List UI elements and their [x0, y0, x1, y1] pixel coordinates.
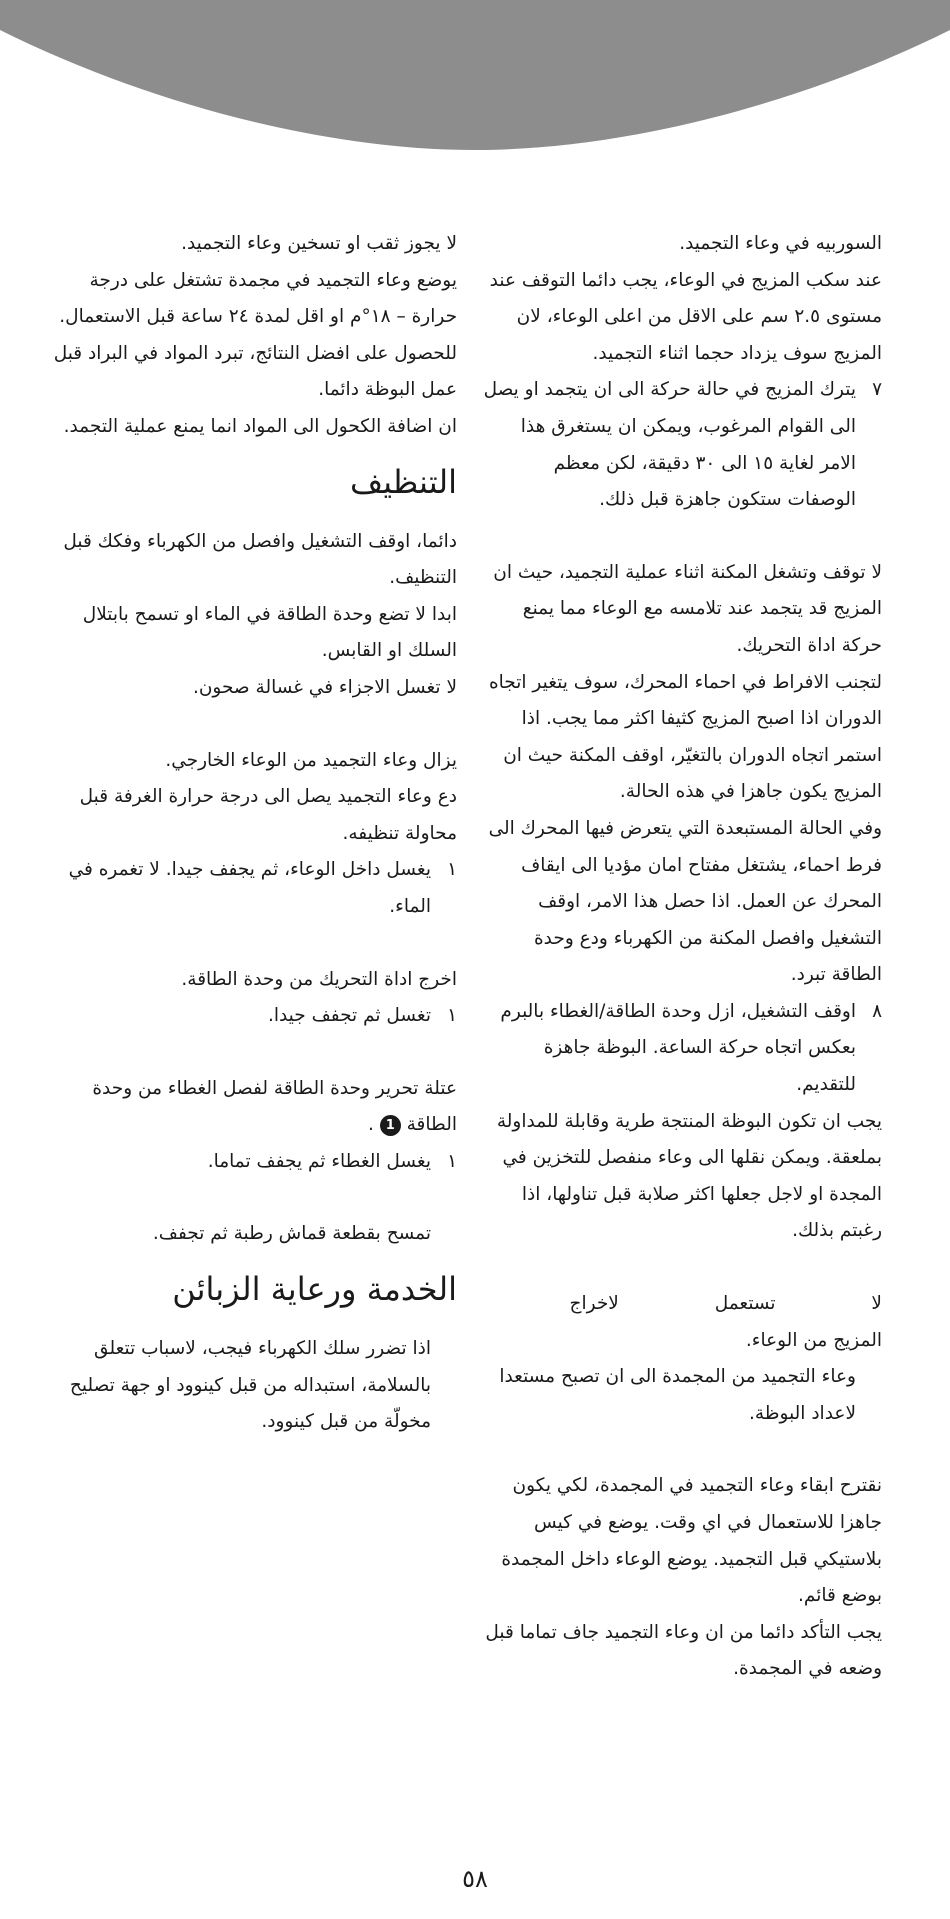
paragraph: اذا تضرر سلك الكهرباء فيجب، لاسباب تتعلق بالسلامة، استبداله من قبل كينوود او جهة تصليح مخولّة من قبل كينوود.	[69, 1338, 431, 1433]
paragraph: عتلة تحرير وحدة الطاقة لفصل الغطاء من وحدة الطاقة 1 .	[92, 1077, 457, 1136]
paragraph: المزيج من الوعاء.	[745, 1329, 882, 1351]
step-wash-lid	[47, 1144, 457, 1181]
step-text: تغسل ثم تجفف جيدا.	[267, 1005, 431, 1027]
header-wave-shape	[0, 0, 950, 150]
number-badge-icon: 1	[380, 1115, 401, 1136]
step-8	[482, 994, 882, 1104]
paragraph: ان اضافة الكحول الى المواد انما يمنع عملية التجمد.	[63, 415, 457, 437]
heading-service: الخدمة ورعاية الزبائن	[172, 1270, 457, 1309]
release-lever-text: عتلة تحرير وحدة الطاقة لفصل الغطاء من وحدة الطاقة	[92, 1077, 457, 1136]
step-number: ١	[447, 1005, 457, 1027]
paragraph: ابدا لا تضع وحدة الطاقة في الماء او تسمح بابتلال السلك او القابس.	[82, 603, 457, 662]
paragraph: يجب التأكد دائما من ان وعاء التجميد جاف تماما قبل وضعه في المجمدة.	[485, 1621, 882, 1680]
paragraph: لا يجوز ثقب او تسخين وعاء التجميد.	[181, 233, 457, 254]
page-number: ٥٨	[462, 1865, 488, 1893]
paragraph: وفي الحالة المستبعدة التي يتعرض فيها المحرك الى فرط احماء، يشتغل مفتاح امان مؤديا الى ايقاف المحرك عن العمل. اذا حصل هذا الامر، اوقف التشغيل وافصل المكنة من الكهرباء ودع وحدة الطاقة تبرد.	[488, 817, 882, 986]
step-number: ١	[447, 1150, 457, 1172]
step-number: ٧	[872, 379, 882, 401]
header-wave	[0, 0, 950, 150]
left-column	[47, 226, 457, 1441]
step-number: ١	[447, 859, 457, 881]
step-number: ٨	[872, 1000, 882, 1022]
paragraph: نقترح ابقاء وعاء التجميد في المجمدة، لكي يكون جاهزا للاستعمال في اي وقت. يوضع في كيس بلاستيكي قبل التجميد. يوضع الوعاء داخل المجمدة بوضع قائم.	[501, 1475, 882, 1607]
paragraph: دائما، اوقف التشغيل وافصل من الكهرباء وفكك قبل التنظيف.	[63, 530, 457, 589]
paragraph: تمسح بقطعة قماش رطبة ثم تجفف.	[152, 1223, 431, 1245]
paragraph: يوضع وعاء التجميد في مجمدة تشتغل على درجة حرارة – ١٨°م او اقل لمدة ٢٤ ساعة قبل الاستعمال.	[59, 269, 457, 328]
paragraph: لا تستعمل لاخراج	[569, 1293, 882, 1315]
step-wash-bowl	[47, 852, 457, 925]
step-7	[482, 372, 882, 518]
paragraph: عند سكب المزيج في الوعاء، يجب دائما التوقف عند مستوى ٢.٥ سم على الاقل من اعلى الوعاء، لان المزيج سوف يزداد حجما اثناء التجميد.	[489, 269, 882, 364]
step-text: يغسل الغطاء ثم يجفف تماما.	[207, 1150, 431, 1172]
paragraph: وعاء التجميد من المجمدة الى ان تصبح مستعدا لاعداد البوظة.	[499, 1366, 856, 1424]
step-text: اوقف التشغيل، ازل وحدة الطاقة/الغطاء بالبرم بعكس اتجاه حركة الساعة. البوظة جاهزة للتقديم.	[500, 1000, 856, 1096]
step-text: يغسل داخل الوعاء، ثم يجفف جيدا. لا تغمره في الماء.	[68, 859, 431, 917]
paragraph: لا توقف وتشغل المكنة اثناء عملية التجميد، حيث ان المزيج قد يتجمد عند تلامسه مع الوعاء مما يمنع حركة اداة التحريك.	[493, 561, 882, 656]
right-column	[482, 226, 882, 1688]
paragraph: اخرج اداة التحريك من وحدة الطاقة.	[181, 968, 457, 990]
paragraph: يجب ان تكون البوظة المنتجة طرية وقابلة للمداولة بملعقة. ويمكن نقلها الى وعاء منفصل للتخزين في المجدة او لاجل جعلها اكثر صلابة قبل تناولها، اذا رغبتم بذلك.	[496, 1110, 882, 1242]
paragraph: دع وعاء التجميد يصل الى درجة حرارة الغرفة قبل محاولة تنظيفه.	[79, 786, 457, 844]
paragraph: لا تغسل الاجزاء في غسالة صحون.	[192, 676, 457, 698]
paragraph: لتجنب الافراط في احماء المحرك، سوف يتغير اتجاه الدوران اذا اصبح المزيج كثيفا اكثر مما يجب. اذا استمر اتجاه الدوران بالتغيّر، اوقف المكنة حيث ان المزيج يكون جاهزا في هذه الحالة.	[488, 671, 882, 803]
step-text: يترك المزيج في حالة حركة الى ان يتجمد او يصل الى القوام المرغوب، ويمكن ان يستغرق هذا الامر لغاية ١٥ الى ٣٠ دقيقة، لكن معظم الوصفات ستكون جاهزة قبل ذلك.	[483, 379, 856, 511]
paragraph: يزال وعاء التجميد من الوعاء الخارجي.	[165, 749, 457, 771]
heading-cleaning: التنظيف	[350, 462, 457, 501]
paragraph: للحصول على افضل النتائج، تبرد المواد في البراد قبل عمل البوظة دائما.	[53, 342, 457, 401]
paragraph: السوربيه في وعاء التجميد.	[679, 233, 882, 254]
step-wash-paddle	[47, 998, 457, 1035]
